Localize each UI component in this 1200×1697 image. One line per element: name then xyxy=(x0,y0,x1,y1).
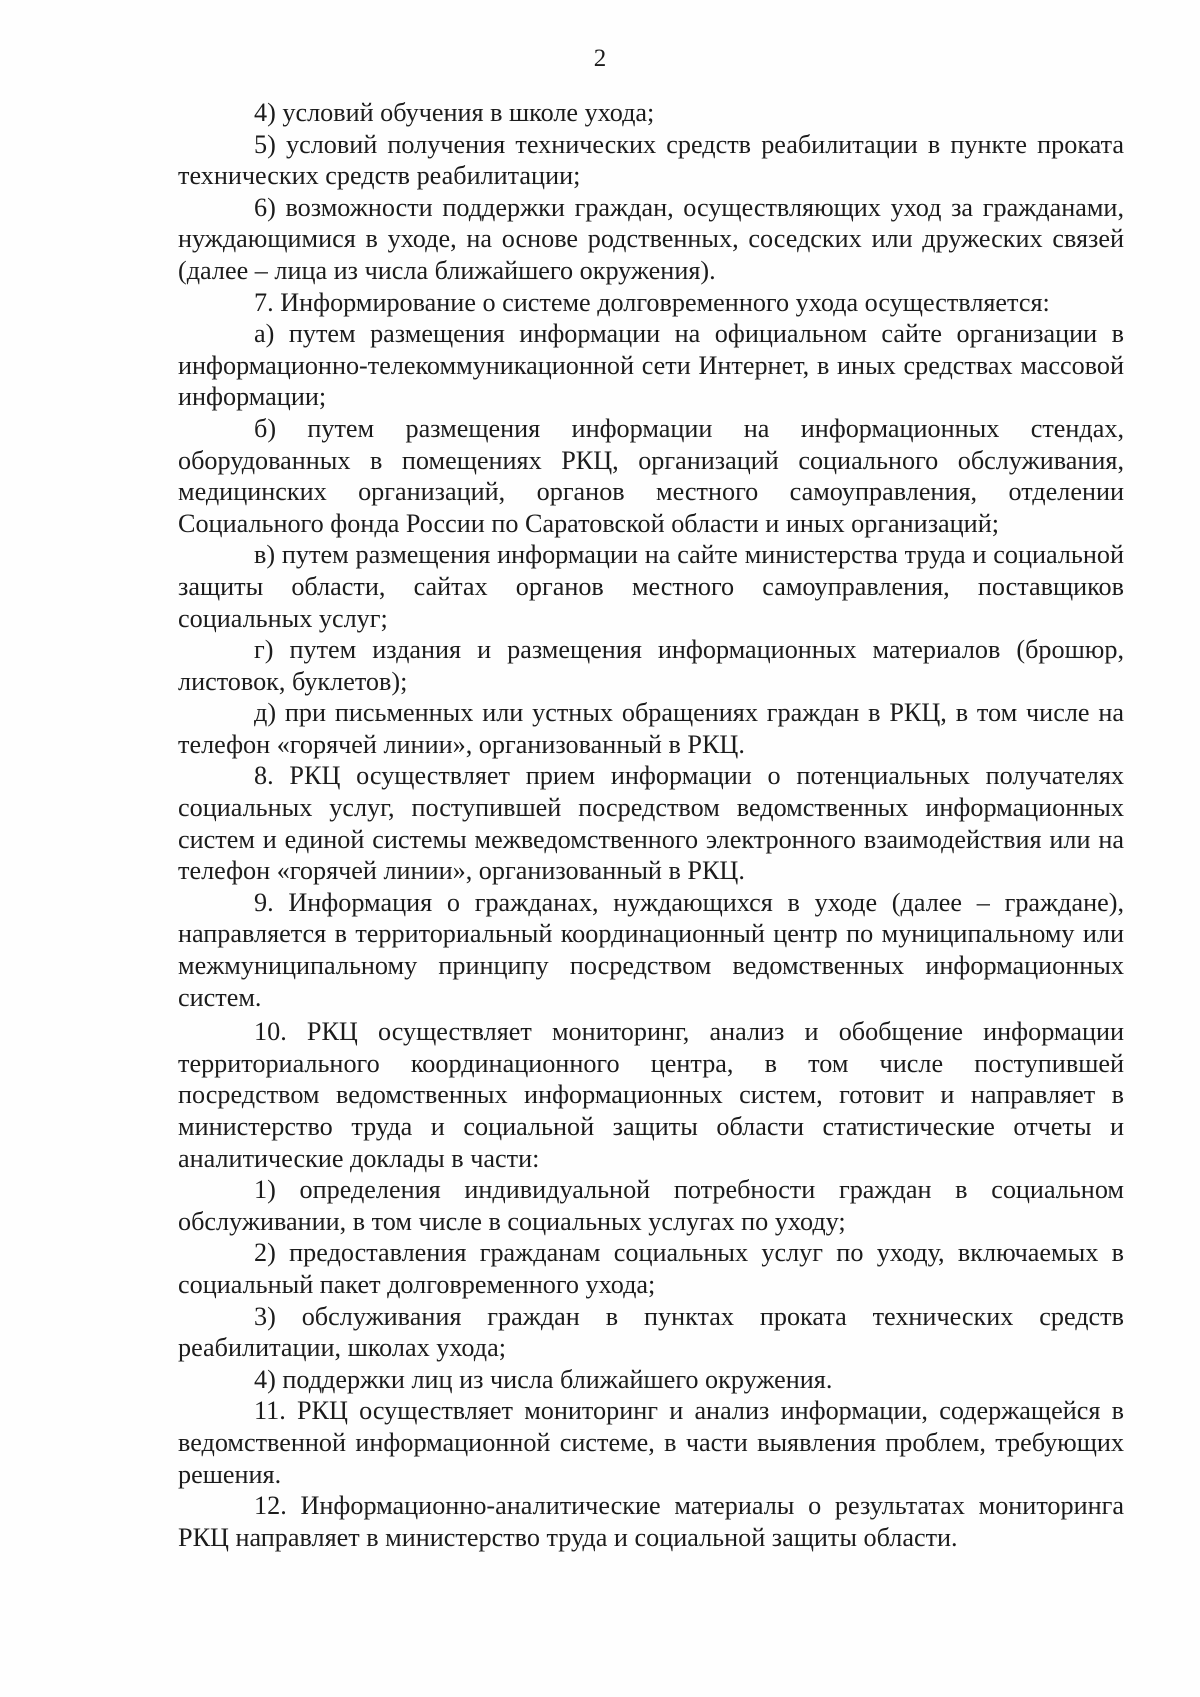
paragraph: 9. Информация о гражданах, нуждающихся в уходе (далее – граждане), направляется в территориальный координационный центр по муниципальному или межмуниципальному принципу посредством ведомственных информационных систем. xyxy=(178,887,1124,1012)
paragraph: в) путем размещения информации на сайте министерства труда и социальной защиты области, сайтах органов местного самоуправления, поставщиков социальных услуг; xyxy=(178,540,1124,633)
document-body xyxy=(178,97,1124,1553)
paragraph: д) при письменных или устных обращениях граждан в РКЦ, в том числе на телефон «горячей линии», организованный в РКЦ. xyxy=(178,698,1124,759)
paragraph: 10. РКЦ осуществляет мониторинг, анализ и обобщение информации территориального координационного центра, в том числе поступившей посредством ведомственных информационных систем, готовит и направляет в министерство труда и социальной защиты области статистические отчеты и аналитические доклады в части: xyxy=(178,1017,1124,1173)
paragraph: 1) определения индивидуальной потребности граждан в социальном обслуживании, в том числе в социальных услугах по уходу; xyxy=(178,1175,1124,1236)
paragraph: б) путем размещения информации на информационных стендах, оборудованных в помещениях РКЦ, организаций социального обслуживания, медицинских организаций, органов местного самоуправления, отделении Социального фонда России по Саратовской области и иных организаций; xyxy=(178,413,1124,538)
paragraph: 12. Информационно-аналитические материалы о результатах мониторинга РКЦ направляет в министерство труда и социальной защиты области. xyxy=(178,1491,1124,1552)
page-number: 2 xyxy=(593,45,607,72)
paragraph: 8. РКЦ осуществляет прием информации о потенциальных получателях социальных услуг, поступившей посредством ведомственных информационных систем и единой системы межведомственного электронного взаимодействия или на телефон «горячей линии», организованный в РКЦ. xyxy=(178,761,1124,886)
paragraph: 4) условий обучения в школе ухода; xyxy=(254,98,655,127)
paragraph: г) путем издания и размещения информационных материалов (брошюр, листовок, буклетов); xyxy=(178,635,1124,696)
paragraph: а) путем размещения информации на официальном сайте организации в информационно-телекоммуникационной сети Интернет, в иных средствах массовой информации; xyxy=(178,319,1124,412)
paragraph: 5) условий получения технических средств реабилитации в пункте проката технических средств реабилитации; xyxy=(178,129,1124,191)
paragraph: 7. Информирование о системе долговременного ухода осуществляется: xyxy=(254,287,1050,317)
paragraph: 4) поддержки лиц из числа ближайшего окружения. xyxy=(254,1364,833,1394)
paragraph: 6) возможности поддержки граждан, осуществляющих уход за гражданами, нуждающимися в уходе, на основе родственных, соседских или дружеских связей (далее – лица из числа ближайшего окружения). xyxy=(178,192,1124,285)
paragraph: 3) обслуживания граждан в пунктах проката технических средств реабилитации, школах ухода; xyxy=(178,1301,1124,1363)
paragraph: 2) предоставления гражданам социальных услуг по уходу, включаемых в социальный пакет долговременного ухода; xyxy=(178,1238,1124,1299)
paragraph: 11. РКЦ осуществляет мониторинг и анализ информации, содержащейся в ведомственной информационной системе, в части выявления проблем, требующих решения. xyxy=(178,1396,1124,1489)
